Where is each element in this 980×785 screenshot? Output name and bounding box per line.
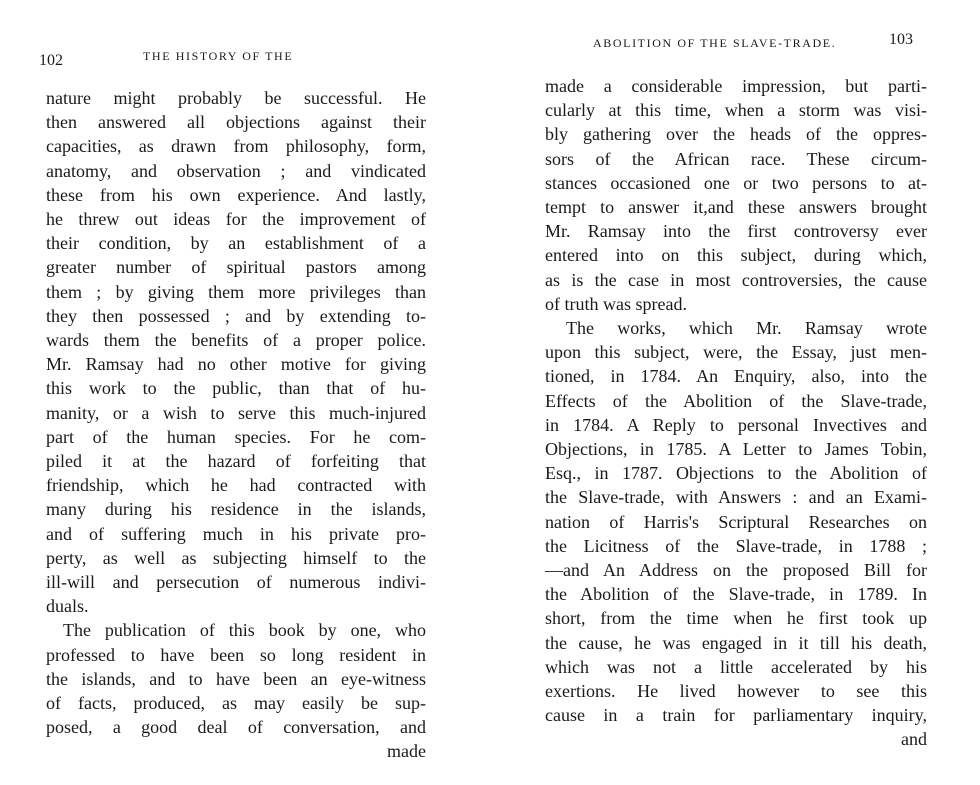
text-line: greater number of spiritual pastors among bbox=[46, 257, 426, 278]
text-line: bly gathering over the heads of the oppres- bbox=[545, 124, 927, 145]
text-line: of facts, produced, as may easily be sup- bbox=[46, 693, 426, 713]
text-line: these from his own experience. And lastly, bbox=[46, 184, 426, 205]
text-line: as is the case in most controversies, the cause bbox=[545, 269, 927, 290]
text-line: their condition, by an establishment of a bbox=[46, 233, 426, 254]
text-line: —and An Address on the proposed Bill for bbox=[545, 560, 927, 580]
text-line: he threw out ideas for the improvement of bbox=[46, 209, 426, 229]
text-line: them ; by giving them more privileges than bbox=[46, 281, 426, 302]
text-line: Objections, in 1785. A Letter to James Tobin, bbox=[545, 439, 927, 459]
text-line: The publication of this book by one, who bbox=[63, 620, 426, 641]
text-line: cause in a train for parliamentary inquiry, bbox=[545, 705, 927, 726]
text-line: Mr. Ramsay into the first controversy ever bbox=[545, 221, 927, 242]
text-line: part of the human species. For he com- bbox=[46, 426, 426, 447]
text-line: perty, as well as subjecting himself to the bbox=[46, 547, 426, 568]
text-line: anatomy, and observation ; and vindicated bbox=[46, 160, 426, 181]
text-line: and bbox=[901, 729, 927, 750]
text-line: nation of Harris's Scriptural Researches on bbox=[545, 511, 927, 532]
text-line: then answered all objections against their bbox=[46, 112, 426, 133]
text-line: professed to have been so long resident in bbox=[46, 644, 426, 665]
text-line: entered into on this subject, during which, bbox=[545, 245, 927, 266]
text-line: they then possessed ; and by extending to- bbox=[46, 305, 426, 326]
text-line: manity, or a wish to serve this much-injured bbox=[46, 402, 426, 423]
text-line: which was not a little accelerated by his bbox=[545, 656, 927, 677]
text-line: sors of the African race. These circum- bbox=[545, 148, 927, 169]
page-number: 103 bbox=[889, 31, 913, 48]
running-head: ABOLITION OF THE SLAVE-TRADE. bbox=[593, 36, 837, 50]
text-line: piled it at the hazard of forfeiting that bbox=[46, 451, 426, 471]
text-line: friendship, which he had contracted with bbox=[46, 475, 426, 496]
text-line: the Licitness of the Slave-trade, in 1788 ; bbox=[545, 535, 927, 556]
text-line: duals. bbox=[46, 596, 89, 617]
running-head: THE HISTORY OF THE bbox=[143, 49, 294, 63]
text-line: the islands, and to have been an eye-witness bbox=[46, 668, 426, 689]
text-line: stances occasioned one or two persons to at- bbox=[545, 172, 927, 193]
text-line: Esq., in 1787. Objections to the Abolition of bbox=[545, 463, 927, 484]
text-line: tempt to answer it,and these answers brought bbox=[545, 197, 927, 217]
text-line: and of suffering much in his private pro- bbox=[46, 523, 426, 544]
text-line: nature might probably be successful. He bbox=[46, 88, 426, 108]
text-line: made bbox=[387, 741, 426, 762]
text-line: Effects of the Abolition of the Slave-trade, bbox=[545, 390, 927, 411]
text-line: many during his residence in the islands, bbox=[46, 499, 426, 520]
page-number: 102 bbox=[39, 52, 63, 69]
text-line: The works, which Mr. Ramsay wrote bbox=[566, 318, 927, 338]
text-line: made a considerable impression, but parti- bbox=[545, 76, 927, 96]
text-line: this work to the public, than that of hu- bbox=[46, 378, 426, 399]
text-line: ill-will and persecution of numerous indivi- bbox=[46, 572, 426, 592]
text-line: cularly at this time, when a storm was visi- bbox=[545, 100, 927, 121]
text-line: short, from the time when he first took up bbox=[545, 608, 927, 629]
text-line: the Slave-trade, with Answers : and an Exami- bbox=[545, 487, 927, 508]
text-line: tioned, in 1784. An Enquiry, also, into the bbox=[545, 366, 927, 387]
text-line: the cause, he was engaged in it till his death, bbox=[545, 632, 927, 653]
right-page bbox=[490, 0, 980, 785]
text-line: capacities, as drawn from philosophy, form, bbox=[46, 136, 426, 157]
text-line: in 1784. A Reply to personal Invectives and bbox=[545, 414, 927, 435]
text-line: the Abolition of the Slave-trade, in 1789. In bbox=[545, 584, 927, 605]
text-line: wards them the benefits of a proper police. bbox=[46, 330, 426, 350]
text-line: Mr. Ramsay had no other motive for giving bbox=[46, 354, 426, 375]
text-line: upon this subject, were, the Essay, just men- bbox=[545, 342, 927, 363]
text-line: of truth was spread. bbox=[545, 293, 687, 314]
text-line: posed, a good deal of conversation, and bbox=[46, 717, 426, 738]
text-line: exertions. He lived however to see this bbox=[545, 681, 927, 701]
